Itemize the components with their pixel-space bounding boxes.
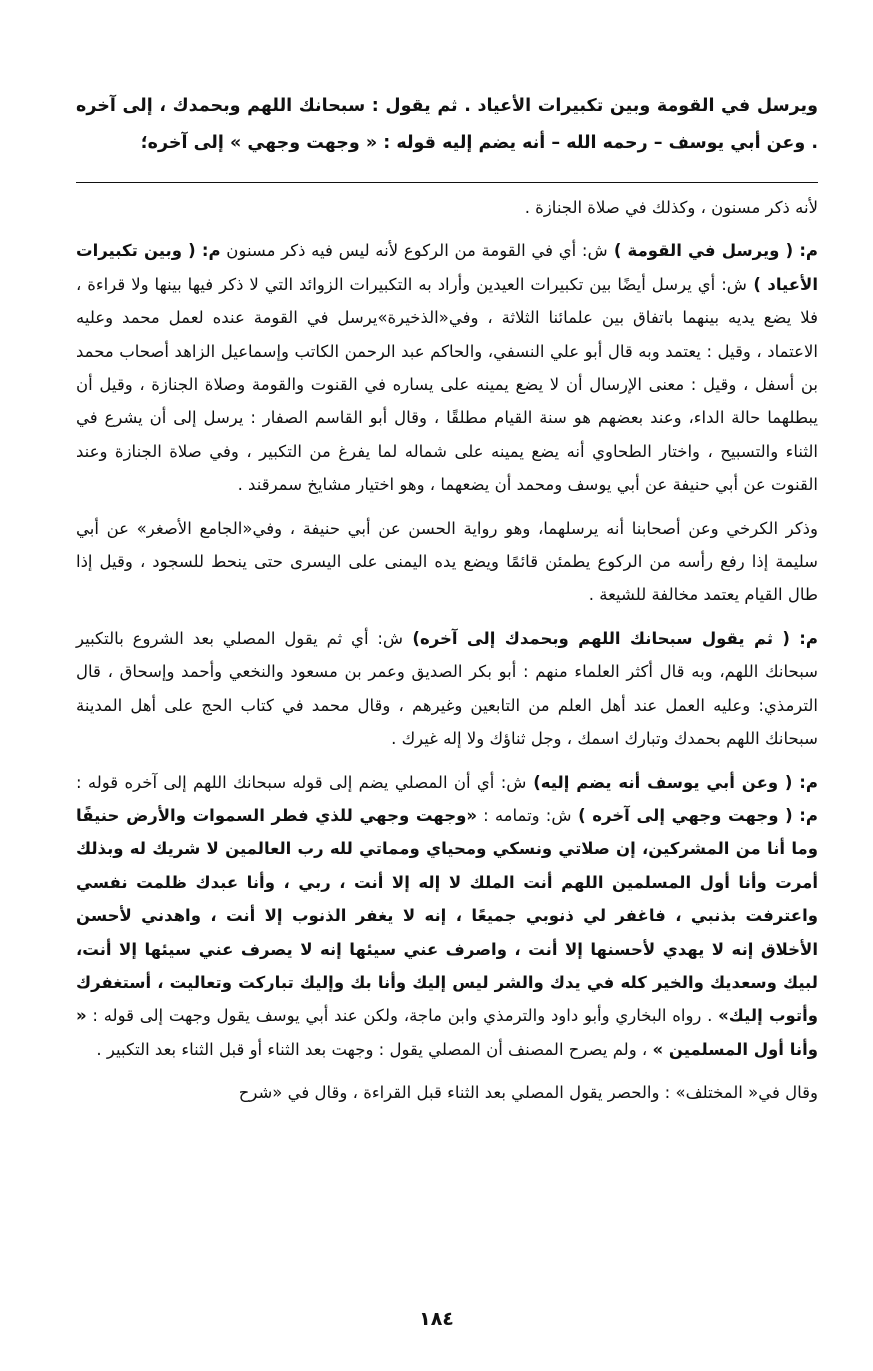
commentary-quote: م: ( ثم يقول سبحانك اللهم وبحمدك إلى آخره) bbox=[403, 628, 818, 648]
page-number: ١٨٤ bbox=[419, 1308, 454, 1330]
commentary-paragraph bbox=[76, 766, 818, 1067]
commentary-text: وذكر الكرخي وعن أصحابنا أنه يرسلهما، وهو رواية الحسن عن أبي حنيفة ، وفي«الجامع الأصغر» عن أبي سليمة إذا رفع رأسه من الركوع يطمئن قائمًا ويضع يده اليمنى على اليسرى حتى ينحط للسجود ، وقيل إذا طال القيام يعتمد مخالفة للشيعة . bbox=[76, 518, 818, 605]
commentary-text: ش: أي أن المصلي يضم إلى قوله سبحانك اللهم إلى آخره قوله : bbox=[76, 772, 527, 792]
commentary-paragraph bbox=[76, 234, 818, 501]
commentary-text: ش: أي ثم يقول المصلي بعد الشروع بالتكبير سبحانك اللهم، وبه قال أكثر العلماء منهم : أبو بكر الصديق وعمر بن مسعود والنخعي وأحمد وإسحاق ، قال الترمذي: وعليه العمل عند أهل العلم من التابعين وغيرهم ، وقال محمد في كتاب الحج على أهل المدينة سبحانك اللهم بحمدك وتبارك اسمك ، وجل ثناؤك ولا إله غيرك . bbox=[76, 628, 818, 749]
commentary-quote: م: ( وجهت وجهي إلى آخره ) bbox=[571, 805, 818, 825]
commentary-text: . رواه البخاري وأبو داود والترمذي وابن ماجة، ولكن عند أبي يوسف يقول وجهت إلى قوله : bbox=[86, 1006, 719, 1026]
commentary-quote: م: ( وبين تكبيرات الأعياد ) bbox=[76, 241, 818, 294]
commentary-quote: م: ( ويرسل في القومة ) bbox=[607, 241, 819, 261]
commentary-quote: « وأنا أول المسلمين » bbox=[76, 1006, 818, 1059]
commentary-paragraph bbox=[76, 512, 818, 612]
commentary-paragraph bbox=[76, 1076, 818, 1109]
commentary-text: ، ولم يصرح المصنف أن المصلي يقول : وجهت بعد الثناء أو قبل الثناء بعد التكبير . bbox=[96, 1039, 653, 1059]
commentary-text: ش: أي يرسل أيضًا بين تكبيرات العيدين وأراد به التكبيرات الزوائد التي لا ذكر فيها بينها ولا قراءة ، فلا يضع يديه بينهما باتفاق بين علمائنا الثلاثة ، وفي«الذخيرة»يرسل في القومة عنده لعمل محمد وعليه الاعتماد ، وقيل : يعتمد وبه قال أبو علي النسفي، والحاكم عبد الرحمن الكاتب وإسماعيل الزاهد أصحاب محمد بن أسفل ، وقيل : معنى الإرسال أن لا يضع يمينه على يساره في القنوت والقومة وصلاة الجنازة ، وقيل أن يبطلهما حالة الداء، وعند بعضهم هو سنة القيام مطلقًا ، وقال أبو القاسم الصفار : يرسل إلى أن يشرع في الثناء والتسبيح ، واختار الطحاوي أنه يضع يمينه على شماله لما يفرغ من التكبير ، وفي صلاة الجنازة وعند القنوت عن أبي حنيفة عن أبي يوسف ومحمد أن يضعهما ، وهو اختيار مشايخ سمرقند . bbox=[76, 274, 818, 495]
commentary-text: لأنه ذكر مسنون ، وكذلك في صلاة الجنازة . bbox=[524, 198, 818, 217]
separator-rule bbox=[76, 182, 818, 183]
commentary-quote: «وجهت وجهي للذي فطر السموات والأرض حنيفًا وما أنا من المشركين، إن صلاتي ونسكي ومحياي ومماتي لله رب العالمين لا شريك له وبذلك أمرت وأنا أول المسلمين اللهم أنت الملك لا إله إلا أنت ، ربي ، وأنا عبدك ظلمت نفسي واعترفت بذنبي ، فاغفر لي ذنوبي جميعًا ، إنه لا يغفر الذنوب إلا أنت ، واهدني لأحسن الأخلاق إنه لا يهدي لأحسنها إلا أنت ، واصرف عني سيئها إنه لا يصرف عني سيئها إلا أنت، لبيك وسعديك والخير كله في يدك والشر ليس إليك وأنا بك وإليك تباركت وتعاليت ، أستغفرك وأتوب إليك» bbox=[76, 805, 818, 1026]
commentary-text: وقال في« المختلف» : والحصر يقول المصلي بعد الثناء قبل القراءة ، وقال في «شرح bbox=[238, 1083, 818, 1103]
commentary-paragraph bbox=[76, 191, 818, 224]
commentary-section bbox=[76, 191, 818, 1120]
commentary-quote: م: ( وعن أبي يوسف أنه يضم إليه) bbox=[526, 772, 818, 792]
commentary-text: ش: أي في القومة من الركوع لأنه ليس فيه ذكر مسنون bbox=[220, 241, 608, 261]
commentary-text: ش: وتمامه : bbox=[477, 805, 572, 825]
main-text: ويرسل في القومة وبين تكبيرات الأعياد . ثم يقول : سبحانك اللهم وبحمدك ، إلى آخره . وعن أبي يوسف – رحمه الله – أنه يضم إليه قوله : « وجهت وجهي » إلى آخره؛ bbox=[76, 96, 818, 153]
commentary-paragraph bbox=[76, 622, 818, 756]
